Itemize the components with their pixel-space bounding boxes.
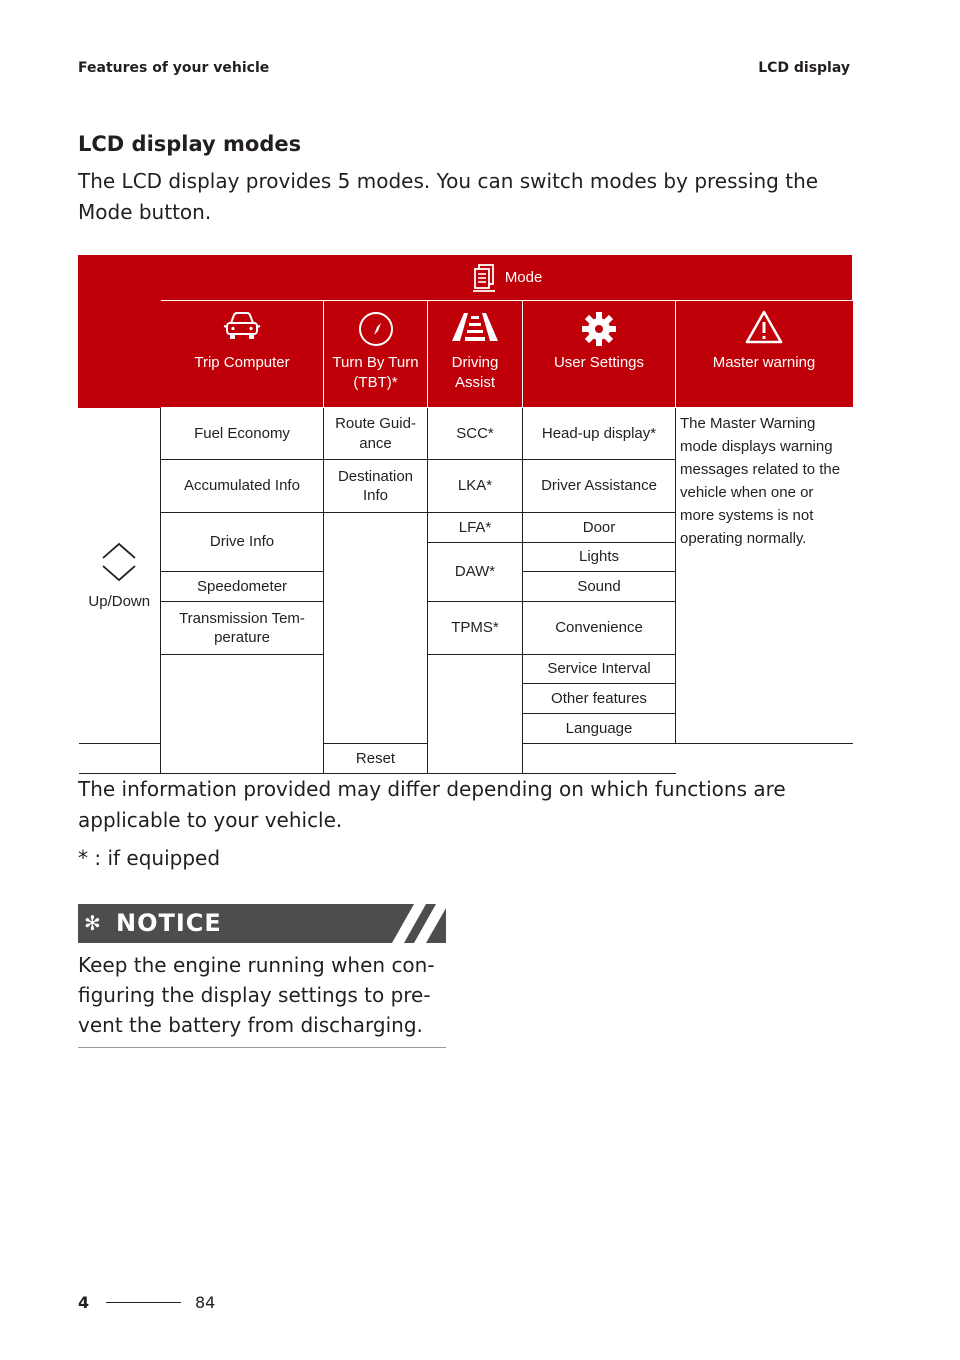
notice-title: NOTICE	[116, 909, 222, 937]
footer-chapter-number: 4	[78, 1293, 90, 1312]
col-trip-label: Trip Computer	[194, 354, 290, 371]
user-item: Service Interval	[523, 655, 676, 684]
col-tbt-label-1: Turn By Turn	[332, 354, 419, 371]
notice-banner	[78, 904, 446, 943]
mode-icon	[471, 263, 497, 293]
footnote-if-equipped: * : if equipped	[78, 846, 221, 870]
user-item: Language	[523, 714, 676, 744]
col-driving-assist	[428, 301, 523, 408]
lcd-modes-table	[78, 255, 853, 774]
notice-star-icon: ✻	[84, 911, 101, 935]
trip-item: Drive Info	[161, 513, 324, 572]
notice-text: Keep the engine running when con-figuring the display settings to pre-vent the battery from discharging.	[78, 953, 435, 1037]
updown-bottom-cell	[79, 744, 161, 774]
up-down-label: Up/Down	[88, 592, 151, 610]
footer-page-number: 84	[195, 1293, 216, 1312]
trip-item: Accumulated Info	[161, 460, 324, 513]
master-warning-description: The Master Warning mode displays warning messages related to the vehicle when one or more systems is not operating normally.	[676, 408, 853, 744]
mode-header	[161, 256, 853, 301]
col-driving-label-2: Assist	[454, 373, 495, 391]
col-master-label: Master warning	[712, 354, 816, 371]
user-item: Reset	[324, 744, 428, 774]
col-tbt-label-2: (TBT)*	[353, 373, 398, 391]
col-user-label: User Settings	[553, 354, 645, 371]
warning-triangle-icon	[744, 309, 784, 345]
footer-divider	[106, 1302, 181, 1303]
tbt-empty-cell	[324, 513, 428, 744]
header-section-name: Features of your vehicle	[78, 60, 270, 76]
trip-item: Transmission Tem-perature	[161, 602, 324, 655]
driving-item: TPMS*	[428, 602, 523, 655]
trip-item: Speedometer	[161, 572, 324, 602]
driving-item: LKA*	[428, 460, 523, 513]
driving-empty-cell	[428, 655, 523, 774]
col-trip-computer	[161, 301, 324, 408]
tbt-item: Route Guid-ance	[324, 408, 428, 460]
trip-item: Fuel Economy	[161, 408, 324, 460]
driving-item: DAW*	[428, 543, 523, 602]
user-item: Sound	[523, 572, 676, 602]
user-item: Convenience	[523, 602, 676, 655]
table-corner	[79, 256, 161, 408]
up-down-cell	[79, 408, 161, 744]
up-down-arrows-icon	[99, 540, 139, 584]
car-icon	[222, 309, 262, 343]
lane-road-icon	[450, 309, 500, 345]
user-item: Other features	[523, 684, 676, 714]
user-item: Door	[523, 513, 676, 543]
trip-empty-cell	[161, 655, 324, 774]
notice-divider	[78, 1047, 446, 1048]
notice-stripes-icon	[384, 904, 446, 943]
col-user-settings	[523, 301, 676, 408]
section-title: LCD display modes	[78, 132, 302, 156]
intro-paragraph: The LCD display provides 5 modes. You can switch modes by pressing the Mode button.	[78, 169, 819, 224]
compass-icon	[356, 309, 396, 349]
gear-icon	[579, 309, 619, 349]
master-bottom-cell	[523, 744, 676, 774]
col-master-warning	[676, 301, 853, 408]
tbt-item: Destination Info	[324, 460, 428, 513]
mode-label: Mode	[504, 269, 543, 287]
driving-item: LFA*	[428, 513, 523, 543]
user-item: Driver Assistance	[523, 460, 676, 513]
col-tbt	[324, 301, 428, 408]
user-item: Head-up display*	[523, 408, 676, 460]
col-driving-label-1: Driving	[451, 354, 499, 371]
applicability-note: The information provided may differ depending on which functions are applicable to your vehicle.	[78, 777, 786, 832]
user-item: Lights	[523, 543, 676, 572]
driving-item: SCC*	[428, 408, 523, 460]
header-topic-name: LCD display	[758, 60, 850, 76]
